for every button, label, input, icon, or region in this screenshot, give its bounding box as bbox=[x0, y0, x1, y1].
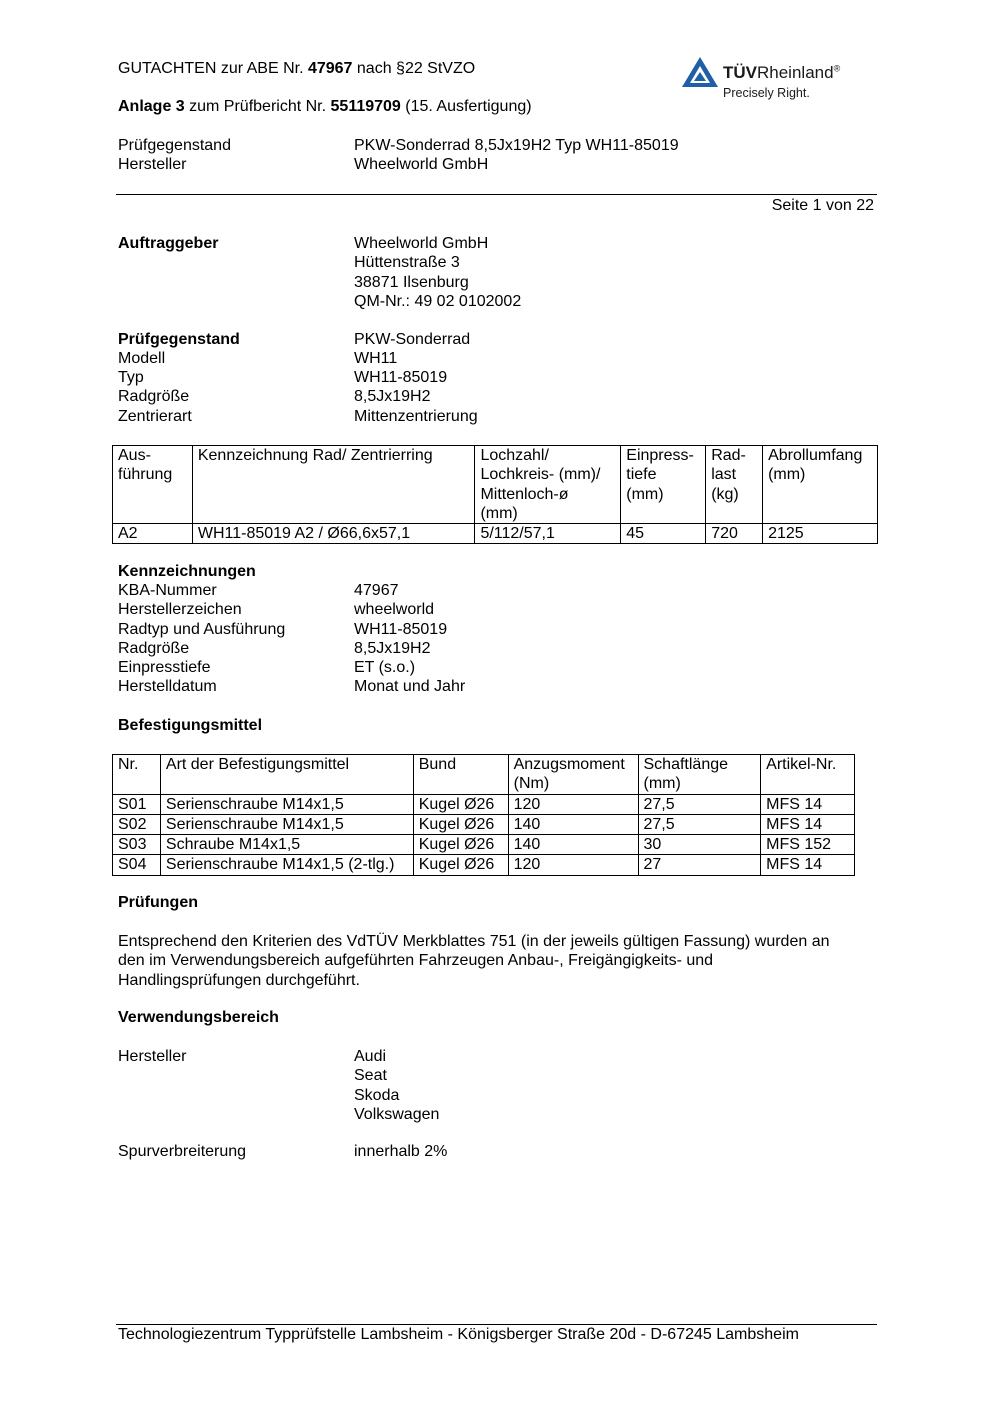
table-row bbox=[113, 794, 855, 814]
table-cell: Kugel Ø26 bbox=[413, 855, 508, 875]
header-cell: Einpress- tiefe (mm) bbox=[621, 446, 706, 524]
header-cell: Kennzeichnung Rad/ Zentrierring bbox=[192, 446, 475, 524]
table-cell: 27 bbox=[638, 855, 761, 875]
header-cell: Bund bbox=[413, 755, 508, 795]
header-cell: Rad- last (kg) bbox=[706, 446, 763, 524]
table-cell: Serienschraube M14x1,5 bbox=[160, 794, 413, 814]
table-cell: 720 bbox=[706, 524, 763, 544]
table-cell: 140 bbox=[508, 814, 638, 834]
appendix-line: Anlage 3 zum Prüfbericht Nr. 55119709 (15. Ausfertigung) bbox=[118, 98, 532, 115]
list-item: Skoda bbox=[354, 1086, 400, 1104]
table-cell: MFS 14 bbox=[761, 855, 855, 875]
list-item: Audi bbox=[354, 1048, 387, 1065]
page-number: Seite 1 von 22 bbox=[771, 197, 874, 214]
client-label: Auftraggeber bbox=[118, 235, 219, 252]
table-cell: MFS 14 bbox=[761, 794, 855, 814]
table-cell: S01 bbox=[113, 794, 161, 814]
header-cell: Artikel-Nr. bbox=[761, 755, 855, 795]
table-row bbox=[113, 835, 855, 855]
table-row bbox=[113, 524, 878, 544]
wheel-spec-table bbox=[112, 445, 878, 544]
header-cell: Abrollumfang (mm) bbox=[763, 446, 878, 524]
markings-heading: Kennzeichnungen bbox=[118, 563, 256, 580]
header-divider bbox=[116, 194, 877, 195]
header-cell: Lochzahl/ Lochkreis- (mm)/ Mittenloch-ø (mm) bbox=[475, 446, 621, 524]
table-cell: 2125 bbox=[763, 524, 878, 544]
logo-tagline: Precisely Right. bbox=[723, 86, 810, 100]
table-row bbox=[113, 814, 855, 834]
table-cell: Kugel Ø26 bbox=[413, 835, 508, 855]
table-cell: Serienschraube M14x1,5 bbox=[160, 814, 413, 834]
header-cell: Art der Befestigungsmittel bbox=[160, 755, 413, 795]
header-cell: Schaftlänge (mm) bbox=[638, 755, 761, 795]
manufacturer-list bbox=[354, 1047, 439, 1124]
table-header-row bbox=[113, 446, 878, 524]
table-cell: S04 bbox=[113, 855, 161, 875]
table-cell: Serienschraube M14x1,5 (2-tlg.) bbox=[160, 855, 413, 875]
table-cell: A2 bbox=[113, 524, 193, 544]
table-cell: MFS 152 bbox=[761, 835, 855, 855]
list-item: Volkswagen bbox=[354, 1105, 440, 1123]
table-cell: 5/112/57,1 bbox=[475, 524, 621, 544]
table-cell: 120 bbox=[508, 855, 638, 875]
list-item: Seat bbox=[354, 1067, 387, 1085]
tuv-triangle-icon bbox=[680, 55, 720, 91]
header-cell: Aus- führung bbox=[113, 446, 193, 524]
table-cell: Kugel Ø26 bbox=[413, 794, 508, 814]
table-row bbox=[113, 855, 855, 875]
manufacturer-label: Hersteller bbox=[118, 1048, 187, 1065]
table-cell: S02 bbox=[113, 814, 161, 834]
table-cell: 30 bbox=[638, 835, 761, 855]
table-cell: 27,5 bbox=[638, 814, 761, 834]
tuv-rheinland-logo bbox=[680, 55, 870, 103]
table-cell: 120 bbox=[508, 794, 638, 814]
fasteners-table bbox=[112, 754, 855, 876]
table-cell: 27,5 bbox=[638, 794, 761, 814]
tests-heading: Prüfungen bbox=[118, 894, 198, 911]
table-cell: 140 bbox=[508, 835, 638, 855]
report-title: GUTACHTEN zur ABE Nr. 47967 nach §22 StVZO bbox=[118, 60, 476, 77]
table-cell: 45 bbox=[621, 524, 706, 544]
logo-wordmark: TÜVRheinland® bbox=[723, 63, 841, 82]
table-cell: Schraube M14x1,5 bbox=[160, 835, 413, 855]
client-address: Wheelworld GmbH Hüttenstraße 3 38871 Ilsenburg QM-Nr.: 49 02 0102002 bbox=[354, 235, 522, 310]
header-cell: Anzugsmoment (Nm) bbox=[508, 755, 638, 795]
usage-heading: Verwendungsbereich bbox=[118, 1009, 279, 1026]
table-cell: WH11-85019 A2 / Ø66,6x57,1 bbox=[192, 524, 475, 544]
table-header-row bbox=[113, 755, 855, 795]
tests-paragraph: Entsprechend den Kriterien des VdTÜV Merkblattes 751 (in der jeweils gültigen Fassung) wurden an den im Verwendungsbereich aufgeführten Fahrzeugen Anbau-, Freigängigkeits- und Handlingsprüfungen durchgeführt. bbox=[118, 933, 830, 989]
footer-address: Technologiezentrum Typprüfstelle Lambsheim - Königsberger Straße 20d - D-67245 Lambsheim bbox=[118, 1326, 799, 1343]
table-cell: Kugel Ø26 bbox=[413, 814, 508, 834]
table-cell: MFS 14 bbox=[761, 814, 855, 834]
table-cell: S03 bbox=[113, 835, 161, 855]
header-cell: Nr. bbox=[113, 755, 161, 795]
fasteners-heading: Befestigungsmittel bbox=[118, 717, 263, 734]
